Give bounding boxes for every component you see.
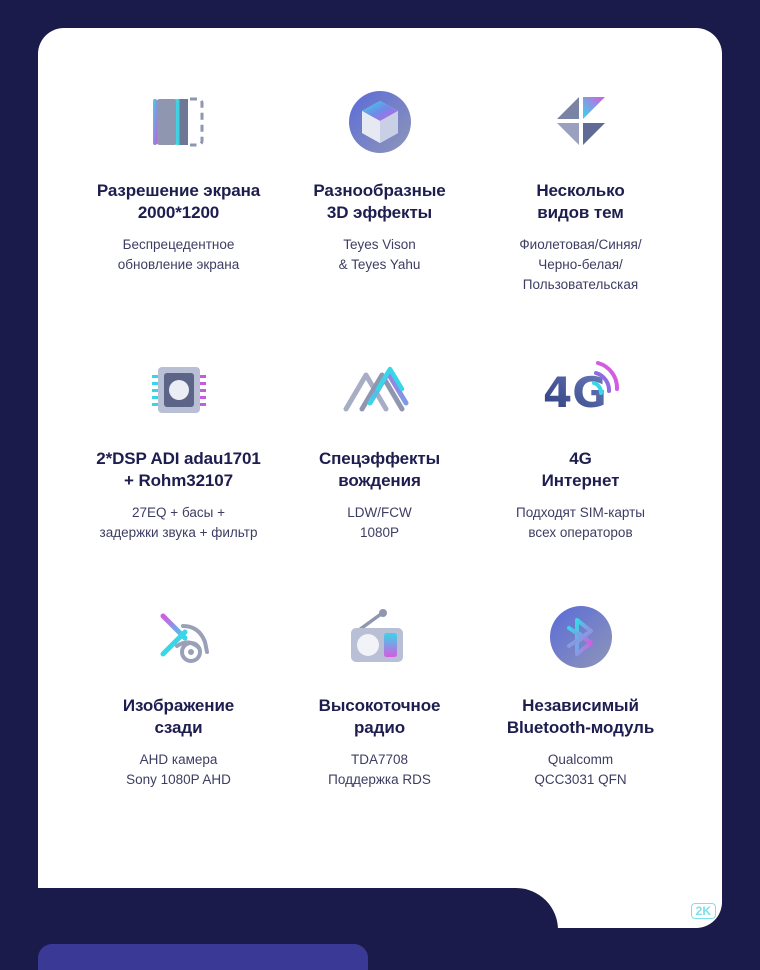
feature-title: 2*DSP ADI adau1701 + Rohm32107 bbox=[96, 448, 261, 491]
bottom-panel bbox=[38, 944, 368, 970]
feature-title: Независимый Bluetooth-модуль bbox=[506, 696, 655, 738]
feature-title: Разнообразные 3D эффекты bbox=[313, 181, 446, 223]
feature-subtitle: Подходят SIM-карты всех операторов bbox=[515, 504, 646, 540]
feature-item-radio[interactable] bbox=[279, 583, 480, 790]
feature-title: Несколько видов тем bbox=[536, 181, 625, 223]
brand-logo-badge: 2K bbox=[691, 903, 716, 919]
svg-text:4G: 4G bbox=[542, 367, 607, 417]
feature-title: Спецэффекты вождения bbox=[318, 448, 441, 491]
4g-internet-icon bbox=[486, 336, 675, 444]
bluetooth-icon bbox=[486, 583, 675, 691]
feature-item-4g[interactable] bbox=[480, 336, 681, 543]
feature-item-themes[interactable] bbox=[480, 68, 681, 296]
feature-subtitle: AHD камера Sony 1080P AHD bbox=[126, 751, 231, 788]
feature-item-3d-effects[interactable] bbox=[279, 68, 480, 296]
feature-subtitle: Qualcomm QCC3031 QFN bbox=[534, 751, 627, 788]
feature-subtitle: TDA7708 Поддержка RDS bbox=[328, 751, 431, 788]
feature-grid bbox=[78, 68, 682, 830]
brand-logo bbox=[622, 895, 716, 926]
dsp-chip-icon bbox=[84, 336, 273, 444]
themes-icon bbox=[486, 68, 675, 176]
brand-logo-text: CC3 bbox=[622, 895, 684, 926]
feature-title: Высокоточное радио bbox=[318, 696, 441, 738]
feature-title: 4G Интернет bbox=[541, 448, 620, 491]
feature-item-screen-resolution[interactable] bbox=[78, 68, 279, 296]
feature-item-bluetooth[interactable] bbox=[480, 583, 681, 790]
feature-title: Разрешение экрана 2000*1200 bbox=[96, 181, 261, 223]
driving-effects-icon bbox=[285, 336, 474, 444]
3d-cube-icon bbox=[285, 68, 474, 176]
feature-item-dsp[interactable] bbox=[78, 336, 279, 543]
feature-subtitle: Беспрецедентное обновление экрана bbox=[117, 236, 240, 273]
feature-card bbox=[38, 28, 722, 928]
feature-title: Изображение сзади bbox=[122, 696, 235, 738]
feature-subtitle: Фиолетовая/Синяя/ Черно-белая/ Пользовательская bbox=[519, 236, 642, 293]
rear-camera-icon bbox=[84, 583, 273, 691]
feature-item-driving-effects[interactable] bbox=[279, 336, 480, 543]
feature-item-rear-camera[interactable] bbox=[78, 583, 279, 790]
feature-subtitle: 27EQ + басы + задержки звука + фильтр bbox=[99, 504, 258, 540]
feature-subtitle: Teyes Vison & Teyes Yahu bbox=[338, 236, 421, 273]
feature-subtitle: LDW/FCW 1080P bbox=[347, 504, 412, 540]
radio-icon bbox=[285, 583, 474, 691]
screen-resolution-icon bbox=[84, 68, 273, 176]
